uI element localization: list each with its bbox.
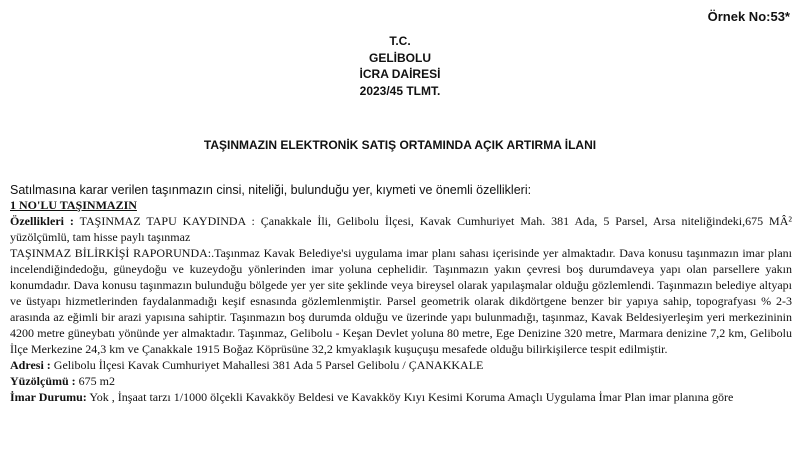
intro-text: Satılmasına karar verilen taşınmazın cinsi, niteliği, bulunduğu yer, kıymeti ve önemli özellikleri: bbox=[10, 183, 532, 197]
header-file-number: 2023/45 TLMT. bbox=[359, 83, 441, 98]
section-title: 1 NO'LU TAŞINMAZIN bbox=[10, 198, 137, 212]
adres-label: Adresi : bbox=[10, 358, 51, 372]
ozellikler-text: TAŞINMAZ TAPU KAYDINDA : Çanakkale İli, Gelibolu İlçesi, Kavak Cumhuriyet Mah. 381 Ada, 5 Parsel, Arsa niteliğindeki,675 MÂ² yüzölçümlü, tam hisse paylı taşınmaz bbox=[10, 214, 792, 244]
header-district: GELİBOLU bbox=[369, 50, 431, 65]
adres-paragraph bbox=[10, 357, 792, 373]
announcement-title: TAŞINMAZIN ELEKTRONİK SATIŞ ORTAMINDA AÇIK ARTIRMA İLANI bbox=[203, 138, 597, 152]
header-office: İCRA DAİRESİ bbox=[359, 67, 441, 81]
yuzolcumu-text: 675 m2 bbox=[75, 374, 116, 388]
yuzolcumu-paragraph bbox=[10, 373, 792, 389]
imar-text: Yok , İnşaat tarzı 1/1000 ölçekli Kavakköy Beldesi ve Kavakköy Kıyı Kesimi Koruma Amaçlı Uygulama İmar Plan imar planına göre bbox=[86, 390, 734, 404]
ozellikler-label: Özellikleri : bbox=[10, 214, 74, 228]
imar-label: İmar Durumu: bbox=[10, 390, 87, 404]
document-header bbox=[0, 33, 800, 99]
yuzolcumu-label: Yüzölçümü : bbox=[10, 374, 76, 388]
imar-paragraph bbox=[10, 389, 792, 405]
adres-text: Gelibolu İlçesi Kavak Cumhuriyet Mahallesi 381 Ada 5 Parsel Gelibolu / ÇANAKKALE bbox=[50, 358, 484, 372]
ozellikler-paragraph bbox=[10, 213, 792, 245]
header-country: T.C. bbox=[389, 34, 411, 48]
document-body bbox=[10, 183, 792, 405]
sample-number: Örnek No:53* bbox=[707, 9, 790, 24]
rapor-paragraph: TAŞINMAZ BİLİRKİŞİ RAPORUNDA:.Taşınmaz Kavak Belediye'si uygulama imar planı sahası içerisinde yer almaktadır. Dava konusu taşınmazın imar planı incelendiğindedoğu, güneydoğu ve kuzeydoğu yönlerinden imar yoluna cephelidir. Taşınmazın yakın çevresi boş durumdaveya yapı olan parsellere yakın konumdadır. Dava konusu taşınmazın bulunduğu bölgede yer yer site şeklinde veya bireysel olarak yapılaşmalar olduğu gözlemlendi. Taşınmazın belediye altyapı ve üstyapı hizmetlerinden faydalanmadığı keşif esnasında gözlemlenmiştir. Parsel geometrik olarak dikdörtgene benzer bir yapıya sahip, topografyası % 2-3 arasında az eğimli bir arazi yapısına sahiptir. Taşınmazın boş durumda olduğu ve üzerinde yapı bulunmadığı, taşınmaz, Kavak Beldesiyerleşim yeri merkezininin 4200 metre güneybatı yönünde yer almaktadır. Taşınmaz, Gelibolu - Keşan Devlet yoluna 80 metre, Ege Denizine 320 metre, Marmara denizine 7,2 km, Gelibolu İlçe Merkezine 24,3 km ve Çanakkale 1915 Boğaz Köprüsüne 32,2 kmyaklaşık kuşuçuşu mesafede olduğu bilirkişilerce tespit edilmiştir. bbox=[10, 246, 792, 356]
